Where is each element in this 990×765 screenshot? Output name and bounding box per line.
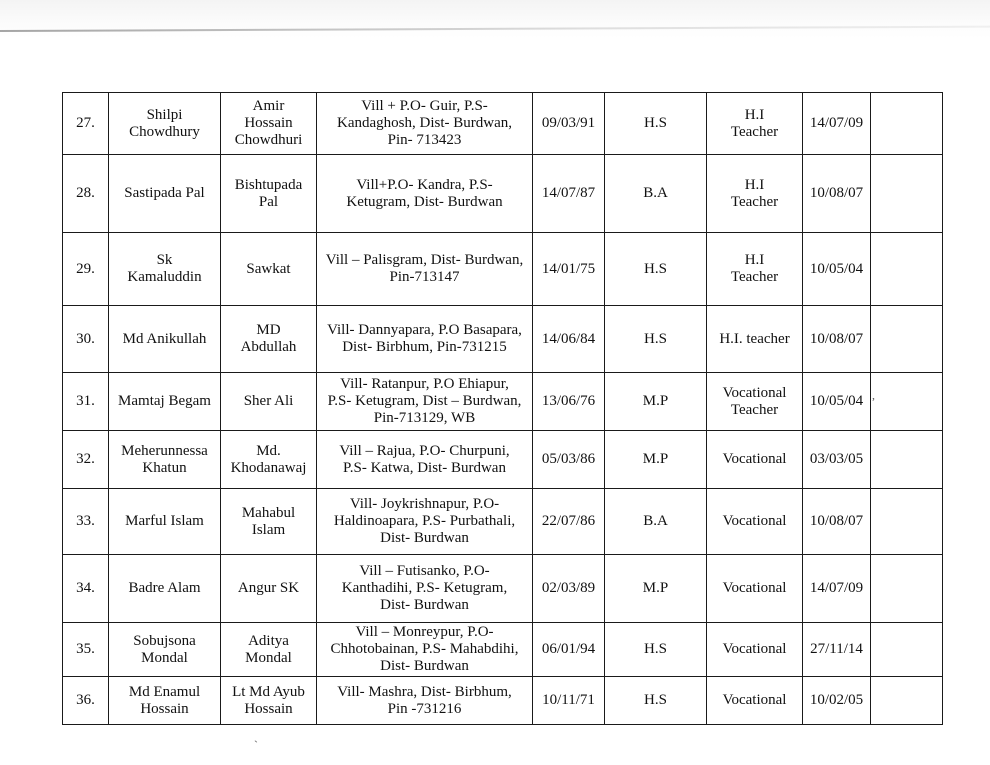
table-row bbox=[63, 306, 943, 373]
empty-cell bbox=[871, 373, 943, 431]
joining-date-cell: 14/07/09 bbox=[803, 555, 871, 623]
serial-number-cell: 34. bbox=[63, 555, 109, 623]
father-name-cell: Bishtupada Pal bbox=[221, 155, 317, 233]
education-cell: M.P bbox=[605, 431, 707, 489]
name-cell: Sk Kamaluddin bbox=[109, 233, 221, 306]
joining-date-cell: 03/03/05 bbox=[803, 431, 871, 489]
address-cell: Vill + P.O- Guir, P.S- Kandaghosh, Dist- Burdwan, Pin- 713423 bbox=[317, 93, 533, 155]
date-of-birth-cell: 09/03/91 bbox=[533, 93, 605, 155]
address-cell: Vill – Futisanko, P.O- Kanthadihi, P.S- Ketugram, Dist- Burdwan bbox=[317, 555, 533, 623]
serial-number-cell: 31. bbox=[63, 373, 109, 431]
post-cell: H.I Teacher bbox=[707, 155, 803, 233]
father-name-cell: Lt Md Ayub Hossain bbox=[221, 677, 317, 725]
joining-date-cell: 10/08/07 bbox=[803, 489, 871, 555]
table-row bbox=[63, 233, 943, 306]
joining-date-cell: 10/05/04 bbox=[803, 233, 871, 306]
joining-date-cell: 14/07/09 bbox=[803, 93, 871, 155]
serial-number-cell: 32. bbox=[63, 431, 109, 489]
scan-speck: ` bbox=[254, 738, 258, 752]
father-name-cell: Amir Hossain Chowdhuri bbox=[221, 93, 317, 155]
father-name-cell: Angur SK bbox=[221, 555, 317, 623]
date-of-birth-cell: 06/01/94 bbox=[533, 623, 605, 677]
education-cell: H.S bbox=[605, 93, 707, 155]
table-row bbox=[63, 677, 943, 725]
serial-number-cell: 27. bbox=[63, 93, 109, 155]
name-cell: Md Anikullah bbox=[109, 306, 221, 373]
post-cell: Vocational bbox=[707, 677, 803, 725]
education-cell: H.S bbox=[605, 306, 707, 373]
empty-cell bbox=[871, 489, 943, 555]
scan-speck: , bbox=[872, 388, 875, 402]
table-row bbox=[63, 489, 943, 555]
table-row bbox=[63, 555, 943, 623]
address-cell: Vill – Palisgram, Dist- Burdwan, Pin-713147 bbox=[317, 233, 533, 306]
father-name-cell: Sawkat bbox=[221, 233, 317, 306]
post-cell: Vocational bbox=[707, 489, 803, 555]
empty-cell bbox=[871, 623, 943, 677]
empty-cell bbox=[871, 431, 943, 489]
serial-number-cell: 29. bbox=[63, 233, 109, 306]
father-name-cell: Md. Khodanawaj bbox=[221, 431, 317, 489]
table-row bbox=[63, 431, 943, 489]
name-cell: Mamtaj Begam bbox=[109, 373, 221, 431]
date-of-birth-cell: 02/03/89 bbox=[533, 555, 605, 623]
education-cell: B.A bbox=[605, 489, 707, 555]
education-cell: B.A bbox=[605, 155, 707, 233]
date-of-birth-cell: 13/06/76 bbox=[533, 373, 605, 431]
date-of-birth-cell: 10/11/71 bbox=[533, 677, 605, 725]
empty-cell bbox=[871, 677, 943, 725]
post-cell: Vocational Teacher bbox=[707, 373, 803, 431]
father-name-cell: Aditya Mondal bbox=[221, 623, 317, 677]
address-cell: Vill- Joykrishnapur, P.O- Haldinoapara, P.S- Purbathali, Dist- Burdwan bbox=[317, 489, 533, 555]
table-row bbox=[63, 93, 943, 155]
address-cell: Vill- Dannyapara, P.O Basapara, Dist- Birbhum, Pin-731215 bbox=[317, 306, 533, 373]
education-cell: M.P bbox=[605, 555, 707, 623]
address-cell: Vill- Ratanpur, P.O Ehiapur, P.S- Ketugram, Dist – Burdwan, Pin-713129, WB bbox=[317, 373, 533, 431]
name-cell: Sastipada Pal bbox=[109, 155, 221, 233]
name-cell: Marful Islam bbox=[109, 489, 221, 555]
date-of-birth-cell: 22/07/86 bbox=[533, 489, 605, 555]
serial-number-cell: 28. bbox=[63, 155, 109, 233]
empty-cell bbox=[871, 233, 943, 306]
name-cell: Sobujsona Mondal bbox=[109, 623, 221, 677]
serial-number-cell: 33. bbox=[63, 489, 109, 555]
serial-number-cell: 30. bbox=[63, 306, 109, 373]
address-cell: Vill+P.O- Kandra, P.S- Ketugram, Dist- Burdwan bbox=[317, 155, 533, 233]
education-cell: H.S bbox=[605, 233, 707, 306]
name-cell: Md Enamul Hossain bbox=[109, 677, 221, 725]
education-cell: H.S bbox=[605, 623, 707, 677]
joining-date-cell: 10/08/07 bbox=[803, 306, 871, 373]
post-cell: H.I. teacher bbox=[707, 306, 803, 373]
joining-date-cell: 27/11/14 bbox=[803, 623, 871, 677]
post-cell: H.I Teacher bbox=[707, 233, 803, 306]
address-cell: Vill – Monreypur, P.O- Chhotobainan, P.S- Mahabdihi, Dist- Burdwan bbox=[317, 623, 533, 677]
table-row bbox=[63, 155, 943, 233]
joining-date-cell: 10/05/04 bbox=[803, 373, 871, 431]
empty-cell bbox=[871, 306, 943, 373]
post-cell: H.I Teacher bbox=[707, 93, 803, 155]
empty-cell bbox=[871, 155, 943, 233]
name-cell: Shilpi Chowdhury bbox=[109, 93, 221, 155]
serial-number-cell: 36. bbox=[63, 677, 109, 725]
table-row bbox=[63, 623, 943, 677]
name-cell: Badre Alam bbox=[109, 555, 221, 623]
date-of-birth-cell: 14/07/87 bbox=[533, 155, 605, 233]
table-row bbox=[63, 373, 943, 431]
address-cell: Vill- Mashra, Dist- Birbhum, Pin -731216 bbox=[317, 677, 533, 725]
date-of-birth-cell: 14/01/75 bbox=[533, 233, 605, 306]
date-of-birth-cell: 05/03/86 bbox=[533, 431, 605, 489]
date-of-birth-cell: 14/06/84 bbox=[533, 306, 605, 373]
address-cell: Vill – Rajua, P.O- Churpuni, P.S- Katwa, Dist- Burdwan bbox=[317, 431, 533, 489]
father-name-cell: Sher Ali bbox=[221, 373, 317, 431]
post-cell: Vocational bbox=[707, 623, 803, 677]
staff-register-table bbox=[62, 92, 943, 725]
education-cell: M.P bbox=[605, 373, 707, 431]
scan-shadow-band bbox=[0, 0, 990, 38]
serial-number-cell: 35. bbox=[63, 623, 109, 677]
post-cell: Vocational bbox=[707, 431, 803, 489]
joining-date-cell: 10/02/05 bbox=[803, 677, 871, 725]
name-cell: Meherunnessa Khatun bbox=[109, 431, 221, 489]
empty-cell bbox=[871, 93, 943, 155]
joining-date-cell: 10/08/07 bbox=[803, 155, 871, 233]
father-name-cell: Mahabul Islam bbox=[221, 489, 317, 555]
education-cell: H.S bbox=[605, 677, 707, 725]
father-name-cell: MD Abdullah bbox=[221, 306, 317, 373]
post-cell: Vocational bbox=[707, 555, 803, 623]
empty-cell bbox=[871, 555, 943, 623]
